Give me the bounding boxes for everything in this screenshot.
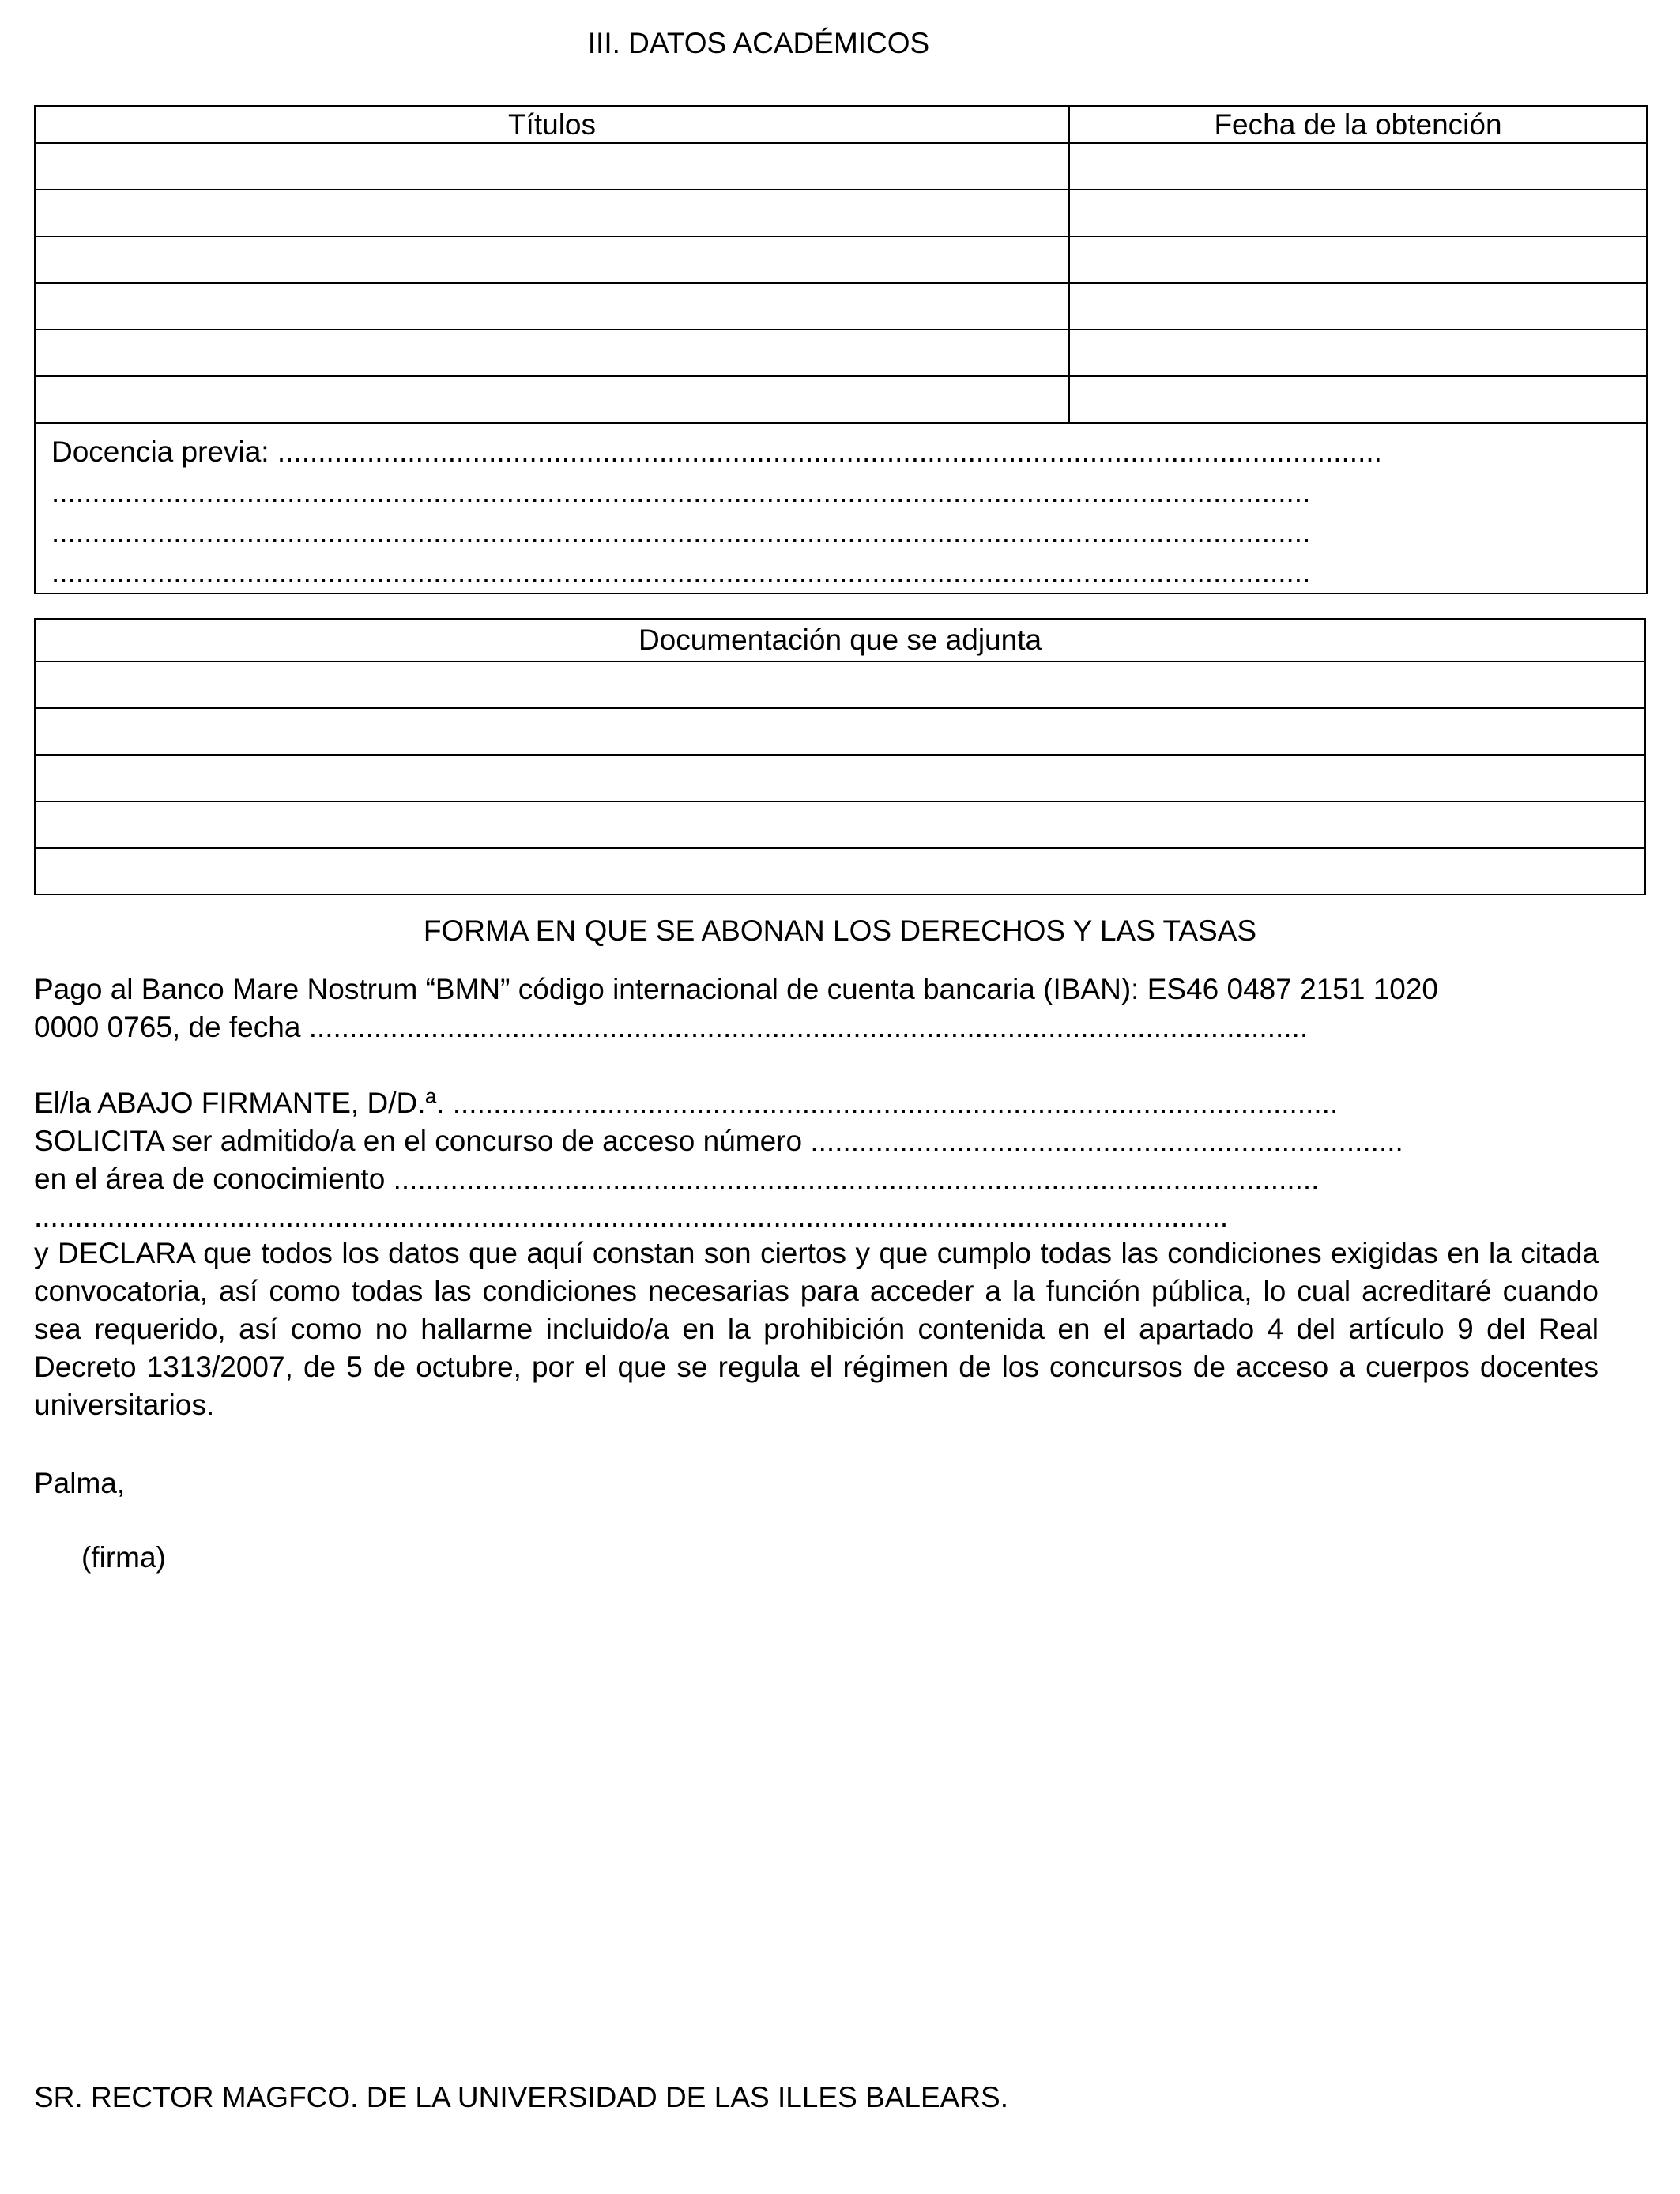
section-title: III. DATOS ACADÉMICOS [587,27,930,59]
docencia-previa-field[interactable] [35,423,1647,594]
table-row [35,708,1645,755]
documento-cell[interactable] [35,848,1645,895]
titulo-cell[interactable] [35,190,1069,236]
firma-text: (firma) [81,1541,166,1574]
pago-line-2: 0000 0765, de fecha ........................................................................................................................... [34,1011,1309,1043]
titulo-cell[interactable] [35,376,1069,423]
table-header-row [35,106,1647,143]
table-row [35,236,1647,283]
table-row [35,376,1647,423]
pago-paragraph [34,971,1599,1046]
pago-line-1: Pago al Banco Mare Nostrum “BMN” código internacional de cuenta bancaria (IBAN): ES46 0487 2151 1020 [34,973,1439,1005]
titulo-cell[interactable] [35,283,1069,330]
documento-cell[interactable] [35,801,1645,848]
lugar-text: Palma, [34,1467,126,1499]
titulo-cell[interactable] [35,236,1069,283]
titulos-header: Títulos [35,106,1069,143]
firmante-block [34,1084,1599,1236]
table-row [35,755,1645,801]
table-row [35,190,1647,236]
table-row [35,848,1645,895]
docencia-line-1 [51,432,1630,472]
table-row [35,801,1645,848]
fecha-cell[interactable] [1069,283,1647,330]
documento-cell[interactable] [35,755,1645,801]
fecha-cell[interactable] [1069,190,1647,236]
area-conocimiento-line: en el área de conocimiento .................................................................................................................. [34,1163,1320,1195]
fecha-cell[interactable] [1069,330,1647,376]
titulos-table [34,105,1648,594]
fecha-cell[interactable] [1069,143,1647,190]
table-header-row [35,619,1645,662]
docencia-row [35,423,1647,594]
table-row [35,662,1645,708]
titulo-cell[interactable] [35,330,1069,376]
docencia-line-3: ........................................................................................................................................................... [51,516,1311,548]
documentacion-header: Documentación que se adjunta [35,619,1645,662]
documento-cell[interactable] [35,662,1645,708]
documentacion-table [34,618,1646,895]
declara-paragraph: y DECLARA que todos los datos que aquí constan son ciertos y que cumplo todas las condiciones exigidas en la citada convocatoria, así como todas las condiciones necesarias para acceder a la función pública, lo cual acreditaré cuando sea requerido, así como no hallarme incluido/a en la prohibición contenida en el apartado 4 del artículo 9 del Real Decreto 1313/2007, de 5 de octubre, por el que se regula el régimen de los concursos de acceso a cuerpos docentes universitarios. [34,1237,1599,1421]
firmante-name-line: El/la ABAJO FIRMANTE, D/D.ª. ............................................................................................................. [34,1087,1339,1119]
destinatario-text: SR. RECTOR MAGFCO. DE LA UNIVERSIDAD DE LAS ILLES BALEARS. [34,2081,1008,2113]
table-row [35,283,1647,330]
docencia-label: Docencia previa: [51,435,269,468]
fecha-obtencion-header: Fecha de la obtención [1069,106,1647,143]
area-conocimiento-line-2: ................................................................................................................................................... [34,1201,1229,1233]
table-row [35,143,1647,190]
documento-cell[interactable] [35,708,1645,755]
docencia-line-4: ........................................................................................................................................................... [51,556,1311,589]
forma-pago-title: FORMA EN QUE SE ABONAN LOS DERECHOS Y LAS TASAS [423,914,1257,947]
fecha-cell[interactable] [1069,376,1647,423]
table-row [35,330,1647,376]
dotted-line: ........................................................................................................................................ [277,435,1382,468]
fecha-cell[interactable] [1069,236,1647,283]
concurso-numero-line: SOLICITA ser admitido/a en el concurso de acceso número ......................................................................... [34,1125,1403,1157]
docencia-line-2: ........................................................................................................................................................... [51,476,1311,508]
titulo-cell[interactable] [35,143,1069,190]
